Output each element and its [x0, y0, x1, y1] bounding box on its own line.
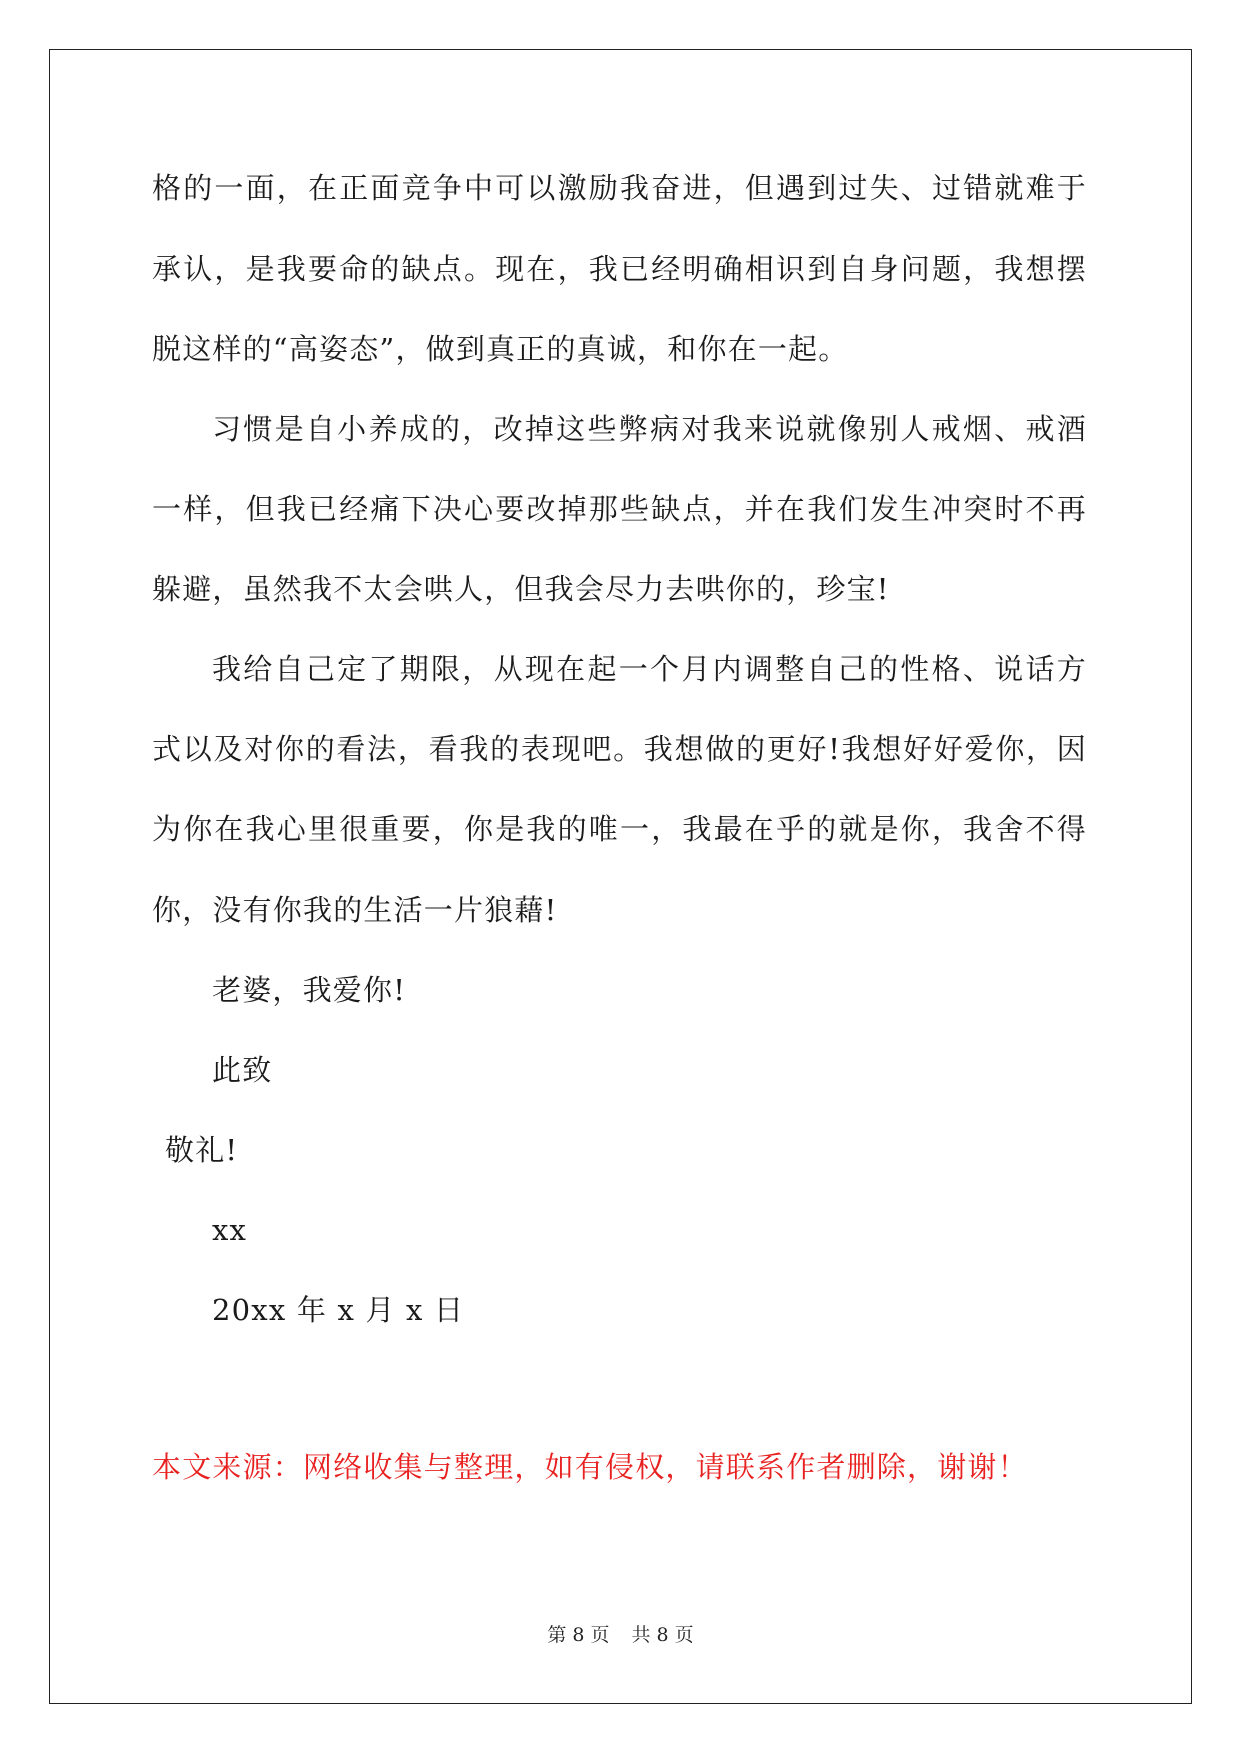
closing-love-line: 老婆，我爱你! [212, 973, 407, 1007]
body-line-9: 为你在我心里很重要，你是我的唯一，我最在乎的就是你，我舍不得 [152, 812, 1087, 846]
signature-date: 20xx 年 x 月 x 日 [212, 1293, 465, 1327]
total-pages-label: 共 8 页 [631, 1624, 694, 1646]
current-page-label: 第 8 页 [547, 1624, 610, 1646]
body-line-7: 我给自己定了期限，从现在起一个月内调整自己的性格、说话方 [212, 652, 1087, 686]
body-line-5: 一样，但我已经痛下决心要改掉那些缺点，并在我们发生冲突时不再 [152, 492, 1087, 526]
body-line-8: 式以及对你的看法，看我的表现吧。我想做的更好!我想好好爱你，因 [152, 732, 1087, 766]
closing-salutation: 此致 [212, 1053, 273, 1087]
body-line-2: 承认，是我要命的缺点。现在，我已经明确相识到自身问题，我想摆 [152, 252, 1087, 286]
body-line-3: 脱这样的“高姿态”，做到真正的真诚，和你在一起。 [152, 332, 849, 366]
signature-name: xx [212, 1213, 248, 1247]
body-line-10: 你，没有你我的生活一片狼藉! [152, 893, 558, 927]
body-line-1: 格的一面，在正面竞争中可以激励我奋进，但遇到过失、过错就难于 [152, 171, 1087, 205]
page-footer [0, 1620, 1241, 1647]
closing-regards: 敬礼! [165, 1133, 239, 1167]
source-notice: 本文来源：网络收集与整理，如有侵权，请联系作者删除，谢谢！ [152, 1450, 1028, 1484]
body-line-6: 躲避，虽然我不太会哄人，但我会尽力去哄你的，珍宝! [152, 572, 890, 606]
body-line-4: 习惯是自小养成的，改掉这些弊病对我来说就像别人戒烟、戒酒 [212, 412, 1087, 446]
